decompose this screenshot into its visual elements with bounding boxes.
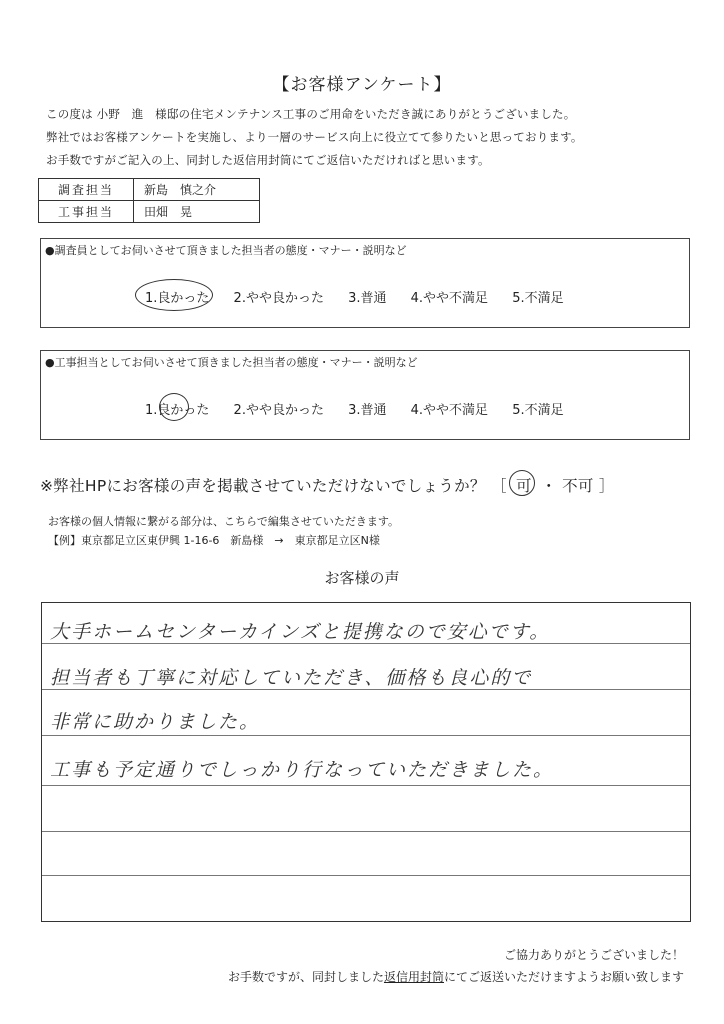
staff-name: 新島 慎之介: [134, 179, 260, 201]
handwritten-line-3: 非常に助かりました。: [50, 711, 261, 733]
intro-line-2: 弊社ではお客様アンケートを実施し、より一層のサービス向上に役立てて参りたいと思っております。: [46, 130, 583, 144]
ruled-line: [42, 831, 690, 832]
rating-option-3[interactable]: 3.普通: [348, 403, 387, 418]
ruled-line: [42, 735, 690, 736]
staff-row-construction: [39, 201, 260, 223]
selected-mark-circle: [509, 470, 535, 496]
staff-name: 田畑 晃: [134, 201, 260, 223]
rating-option-1[interactable]: 1.良かった: [145, 403, 210, 418]
privacy-example: 【例】東京都足立区東伊興 1-16-6 新島様 → 東京都足立区N様: [48, 534, 380, 547]
staff-row-survey: [39, 179, 260, 201]
staff-label: 調査担当: [39, 179, 134, 201]
staff-label: 工事担当: [39, 201, 134, 223]
hp-option-ok-label: 可: [515, 477, 532, 495]
intro-line-1: この度は 小野 進 様邸の住宅メンテナンス工事のご用命をいただき誠にありがとうございました。: [46, 107, 576, 121]
bracket-open: ［: [490, 477, 507, 495]
rating-option-5[interactable]: 5.不満足: [512, 403, 564, 418]
question-text: ●工事担当としてお伺いさせて頂きました担当者の態度・マナー・説明など: [45, 356, 418, 369]
customer-voice-box: [41, 602, 691, 922]
handwritten-line-1: 大手ホームセンターカインズと提携なので安心です。: [50, 621, 551, 643]
footer-return-note: [228, 968, 684, 985]
rating-option-2[interactable]: 2.やや良かった: [233, 291, 324, 306]
question-box-survey: [40, 238, 690, 328]
rating-option-5[interactable]: 5.不満足: [512, 291, 564, 306]
question-box-construction: [40, 350, 690, 440]
footer-thanks: ご協力ありがとうございました！: [503, 948, 684, 962]
hp-question-text: ※弊社HPにお客様の声を掲載させていただけないでしょうか？: [40, 477, 486, 495]
hp-option-ok[interactable]: [512, 474, 536, 496]
rating-option-4[interactable]: 4.やや不満足: [410, 291, 489, 306]
question-text: ●調査員としてお伺いさせて頂きました担当者の態度・マナー・説明など: [45, 244, 407, 257]
footer-text-envelope: 返信用封筒: [383, 970, 444, 984]
hp-permission-question: [40, 474, 615, 496]
rating-option-3[interactable]: 3.普通: [348, 291, 387, 306]
rating-option-4[interactable]: 4.やや不満足: [410, 403, 489, 418]
selected-mark-circle: [135, 279, 213, 311]
page-title: 【お客様アンケート】: [272, 75, 452, 95]
ruled-line: [42, 785, 690, 786]
privacy-note: お客様の個人情報に繋がる部分は、こちらで編集させていただきます。: [48, 515, 400, 528]
hp-option-separator: ・: [541, 477, 557, 495]
rating-options: [145, 399, 584, 418]
footer-text-a: お手数ですが、同封しました: [227, 970, 384, 984]
voice-section-title: お客様の声: [324, 569, 400, 587]
staff-table: [38, 178, 260, 223]
handwritten-line-2: 担当者も丁寧に対応していただき、価格も良心的で: [50, 667, 533, 689]
rating-option-1[interactable]: 1.良かった: [145, 291, 210, 306]
hp-option-ng[interactable]: 不可: [562, 477, 594, 495]
handwritten-line-4: 工事も予定通りでしっかり行なっていただきました。: [50, 759, 555, 781]
ruled-line: [42, 875, 690, 876]
rating-option-2[interactable]: 2.やや良かった: [233, 403, 324, 418]
selected-mark-circle: [159, 393, 189, 421]
intro-line-3: お手数ですがご記入の上、同封した返信用封筒にてご返信いただければと思います。: [46, 153, 490, 167]
footer-text-c: にてご返送いただけますようお願い致します: [443, 970, 684, 984]
bracket-close: ］: [598, 477, 615, 495]
